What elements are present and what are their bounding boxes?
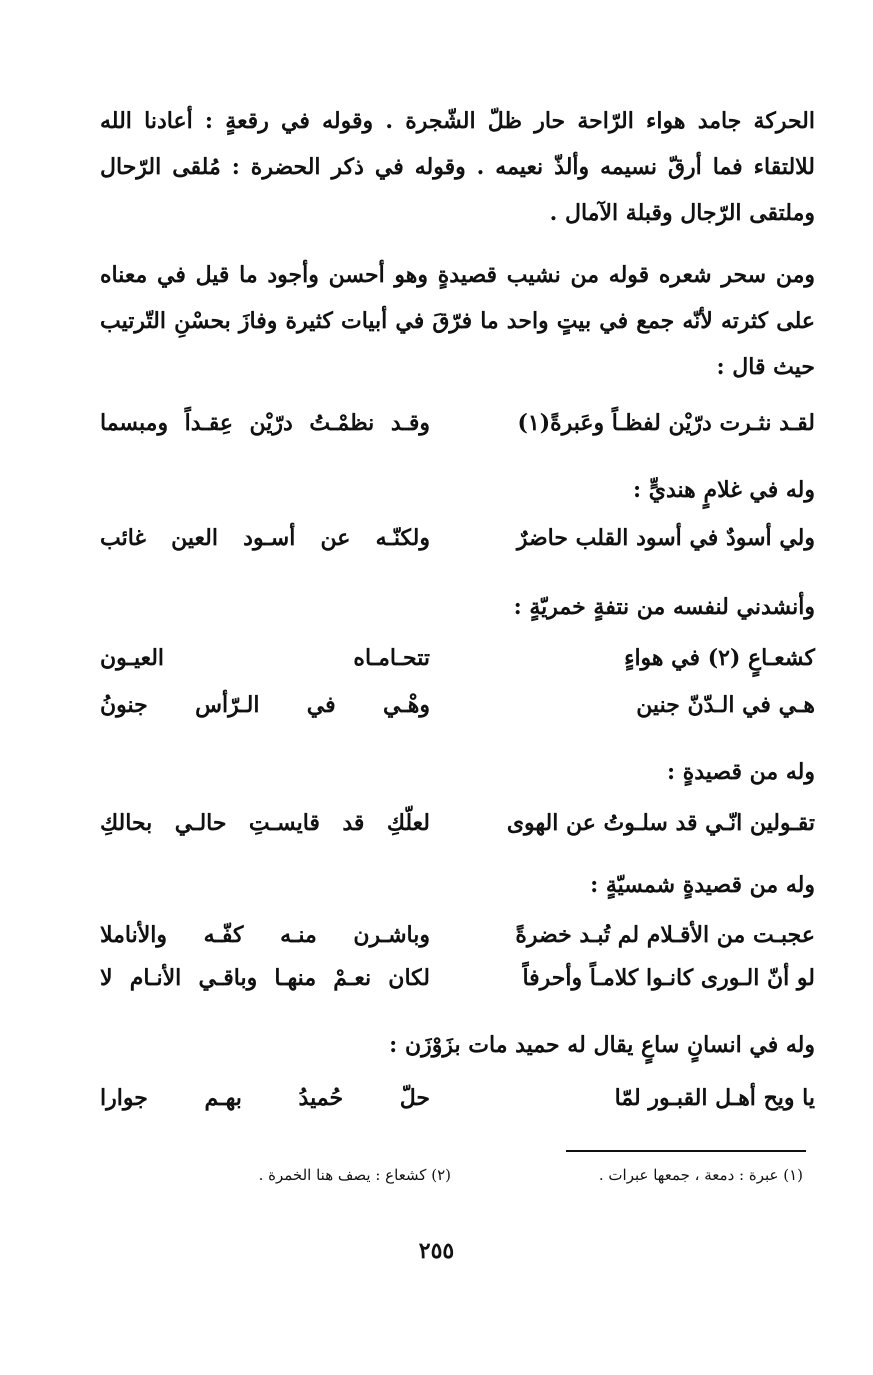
verse-1	[100, 410, 815, 454]
verse-5-first-hemistich: تقـولين انّـي قد سلـوتُ عن الهوى	[506, 810, 815, 836]
footnote-separator	[566, 1150, 806, 1152]
verse-6-first-hemistich: عجبـت من الأقـلام لم تُبـد خضرةً	[515, 922, 815, 948]
heading-hindi-boy: وله في غلامٍ هنديٍّ :	[633, 477, 815, 503]
verse-1-second-hemistich: وقـد نظمْـتُ درّيْن عِقـداً ومبسما	[100, 410, 430, 436]
verse-7	[100, 965, 815, 1009]
verse-2	[100, 525, 815, 569]
paragraph-1: الحركة جامد هواء الرّاحة حار ظلّ الشّجرة . وقوله في رقعةٍ : أعادنا الله للالتقاء فما أرقّ نسيمه وألذّ نعيمه . وقوله في ذكر الحضرة : مُلقى الرّحال وملتقى الرّجال وقبلة الآمال .	[100, 108, 815, 226]
verse-6	[100, 922, 815, 966]
verse-8-first-hemistich: يا ويح أهـل القبـور لمّا	[614, 1085, 815, 1111]
verse-6-second-hemistich: وباشـرن منـه كفّـه والأناملا	[100, 922, 430, 948]
verse-3-first-hemistich: كشعـاعٍ (٢) في هواءٍ	[624, 645, 815, 671]
verse-3-second-hemistich: تتحـامـاه العيـون	[100, 645, 430, 671]
footnote-2: (٢) كشعاع : يصف هنا الخمرة .	[258, 1166, 451, 1184]
verse-5-second-hemistich: لعلّكِ قد قايسـتِ حالـي بحالكِ	[100, 810, 430, 836]
verse-8	[100, 1085, 815, 1129]
heading-shamsiyya: وله من قصيدةٍ شمسيّةٍ :	[590, 872, 815, 898]
verse-4	[100, 692, 815, 736]
verse-4-first-hemistich: هـي في الـدّنّ جنين	[636, 692, 815, 718]
verse-3	[100, 645, 815, 689]
verse-4-second-hemistich: وهْـي في الـرّأس جنونُ	[100, 692, 430, 718]
footnote-1: (١) عبرة : دمعة ، جمعها عبرات .	[598, 1166, 803, 1184]
verse-7-first-hemistich: لو أنّ الـورى كانـوا كلامـاً وأحرفاً	[522, 965, 815, 991]
verse-1-first-hemistich: لقـد نثـرت درّيْن لفظـاً وعَبرةً(١)	[517, 410, 815, 436]
verse-7-second-hemistich: لكان نعـمْ منهـا وباقـي الأنـام لا	[100, 965, 430, 991]
heading-qasida: وله من قصيدةٍ :	[666, 759, 815, 785]
verse-2-first-hemistich: ولي أسودٌ في أسود القلب حاضرٌ	[516, 525, 815, 551]
page-number: ٢٥٥	[418, 1238, 455, 1264]
heading-humaid: وله في انسانٍ ساعٍ يقال له حميد مات بزَوْزَن :	[389, 1032, 815, 1058]
heading-wine-fragment: وأنشدني لنفسه من نتفةٍ خمريّةٍ :	[513, 594, 815, 620]
paragraph-2: ومن سحر شعره قوله من نشيب قصيدةٍ وهو أحسن وأجود ما قيل في معناه على كثرته لأنّه جمع في بيتٍ واحد ما فرّقَ في أبيات كثيرة وفازَ بحسْنِ التّرتيب حيث قال :	[100, 262, 815, 380]
verse-5	[100, 810, 815, 854]
verse-2-second-hemistich: ولكنّـه عن أسـود العين غائب	[100, 525, 430, 551]
verse-8-second-hemistich: حلّ حُميدُ بهـم جوارا	[100, 1085, 430, 1111]
